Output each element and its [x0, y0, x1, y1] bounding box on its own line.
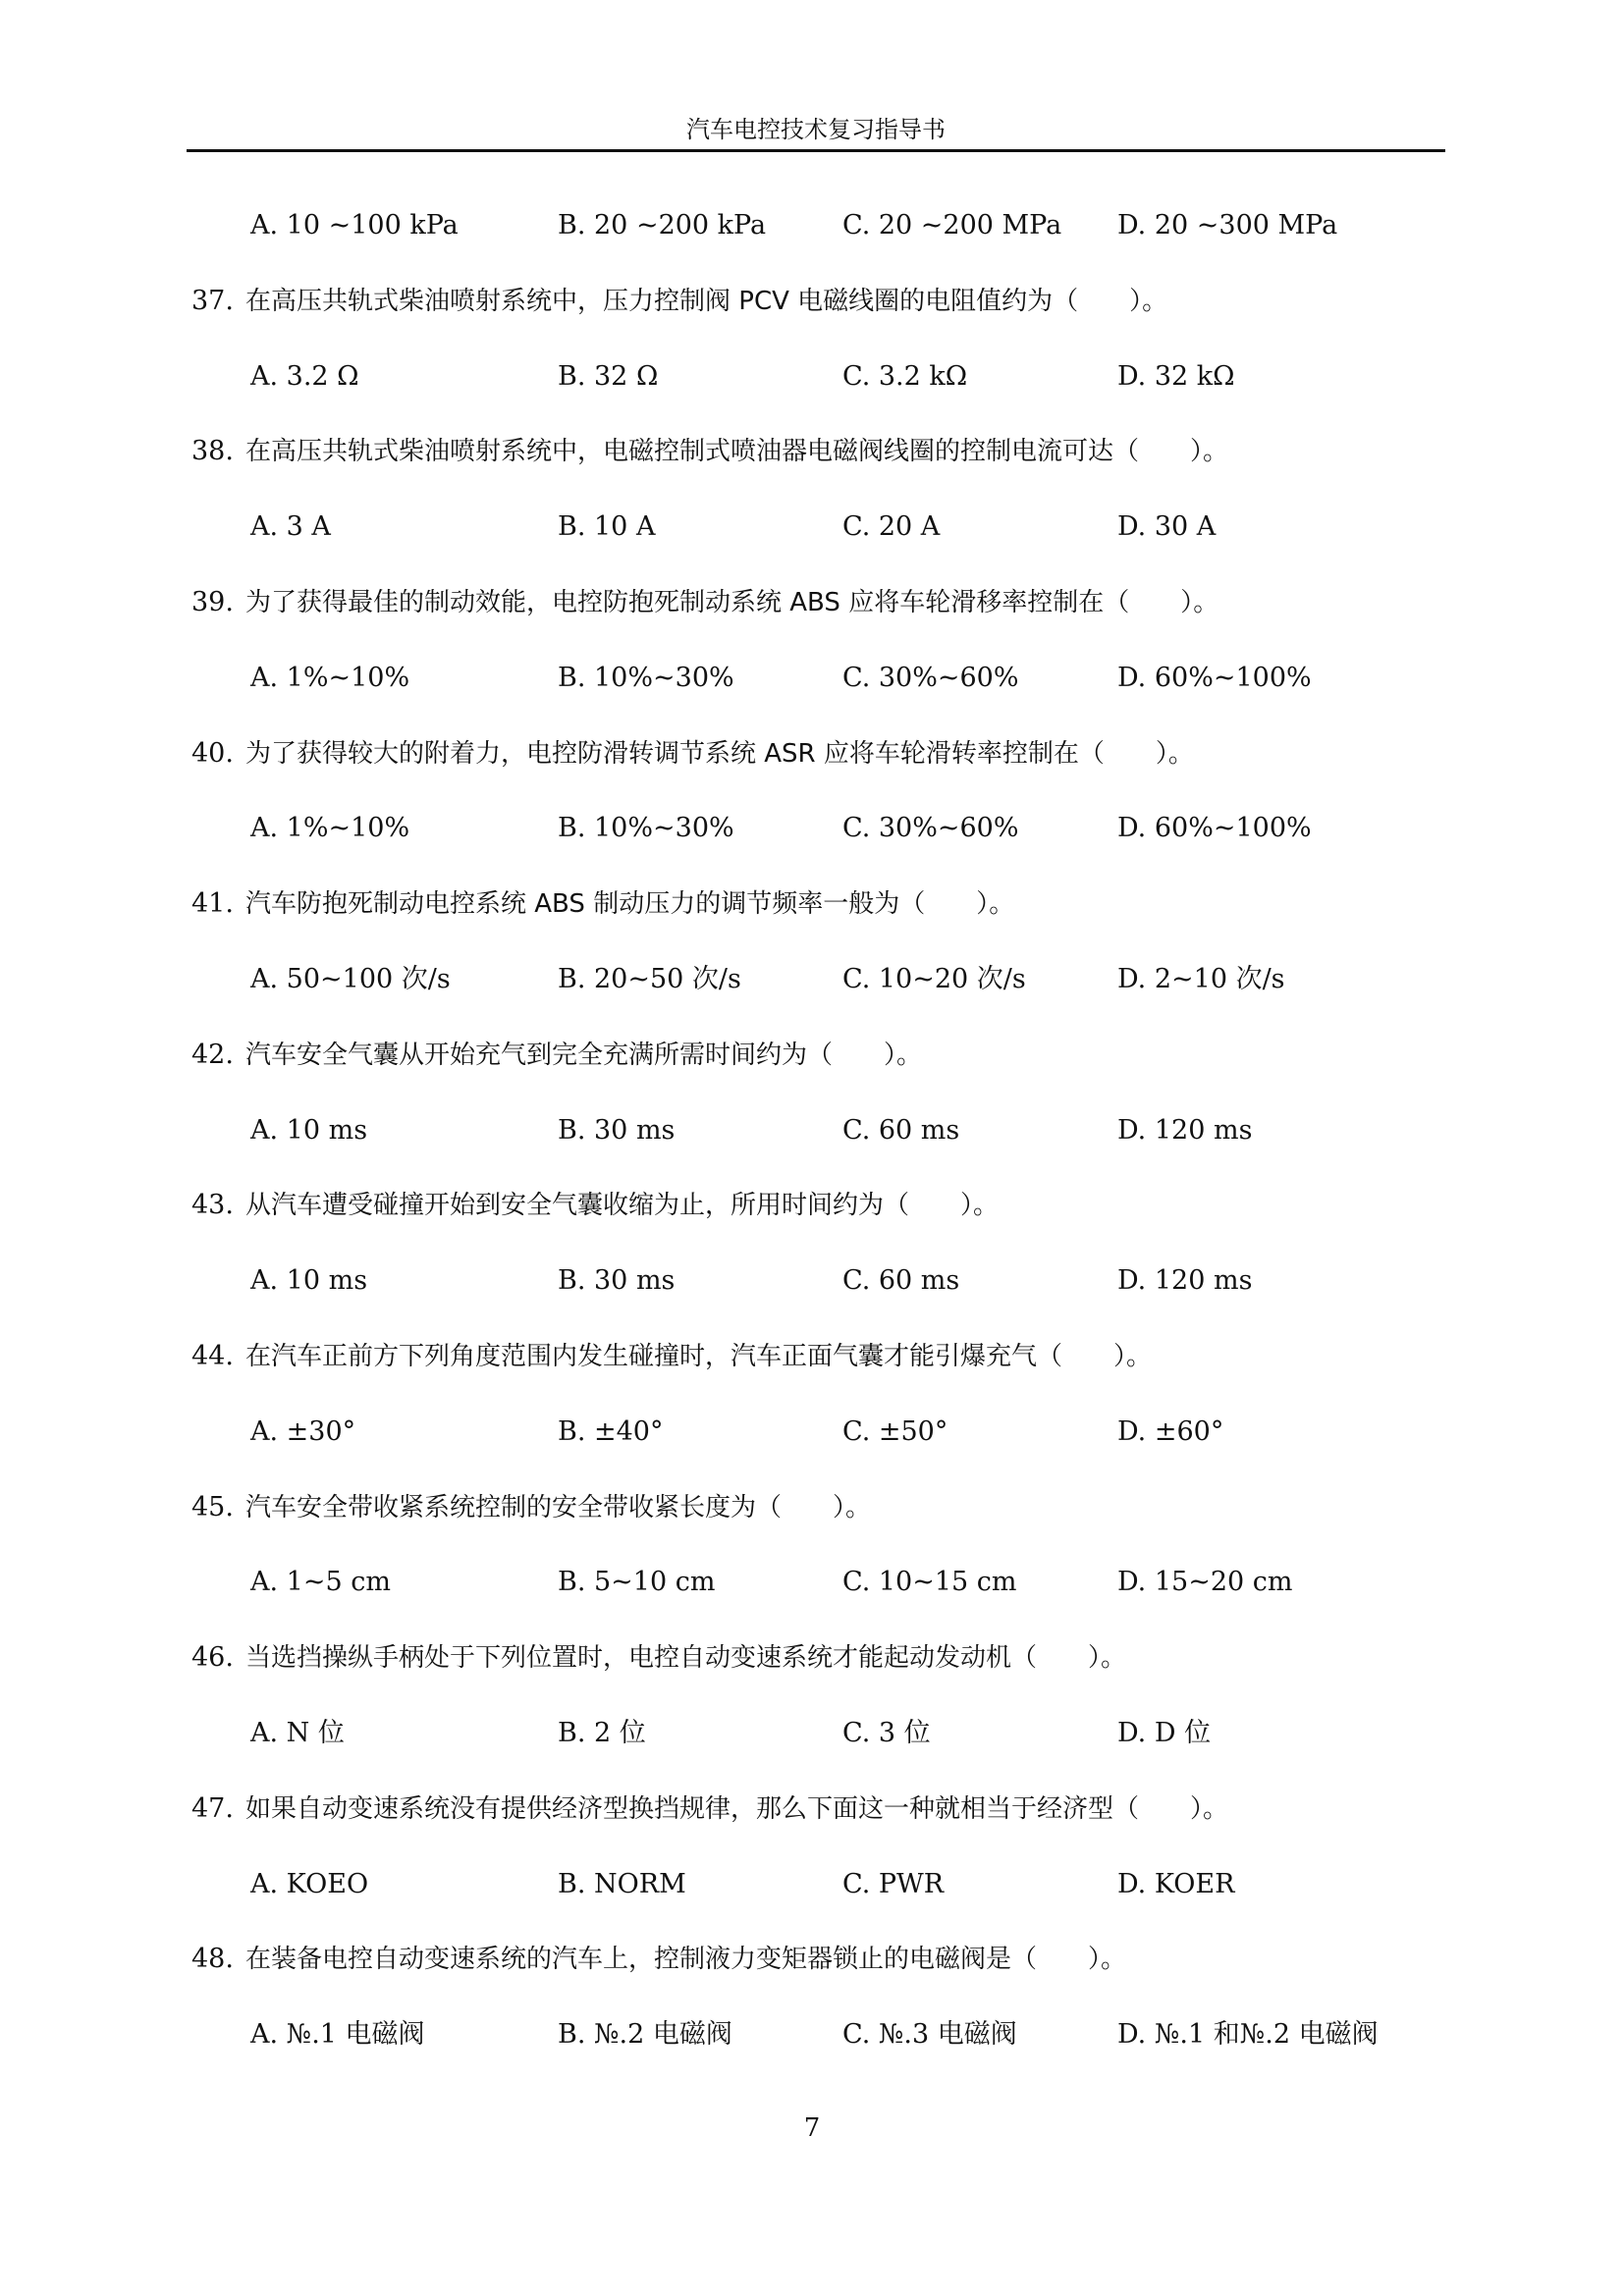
option-c: C. PWR: [842, 1868, 945, 1899]
option-row: [0, 507, 1624, 547]
option-c: C. 30%~60%: [842, 662, 1019, 693]
option-row: [0, 1563, 1624, 1602]
option-row: [0, 1865, 1624, 1904]
option-b: B. 10 A: [558, 511, 656, 543]
option-b: B. 10%~30%: [558, 662, 734, 693]
option-d: D. 15~20 cm: [1117, 1567, 1293, 1598]
question-stem: [0, 282, 1624, 321]
question-text: 汽车防抱死制动电控系统 ABS 制动压力的调节频率一般为（ ）。: [245, 889, 1015, 920]
question-number: 41.: [191, 888, 234, 920]
option-row: [0, 206, 1624, 245]
header-rule: [187, 149, 1445, 152]
option-b: B. 32 Ω: [558, 360, 659, 392]
question-text: 汽车安全气囊从开始充气到完全充满所需时间约为（ ）。: [245, 1040, 923, 1070]
option-d: D. 60%~100%: [1117, 662, 1312, 693]
option-c: C. 20 ~200 MPa: [842, 210, 1062, 240]
question-stem: [0, 1638, 1624, 1678]
question-number: 40.: [191, 737, 234, 769]
question-stem: [0, 1789, 1624, 1829]
option-d: D. D 位: [1117, 1718, 1212, 1748]
option-c: C. 3 位: [842, 1718, 931, 1748]
option-b: B. 5~10 cm: [558, 1567, 716, 1598]
option-c: C. 10~15 cm: [842, 1567, 1017, 1598]
option-b: B. ±40°: [558, 1415, 664, 1447]
option-a: A. 50~100 次/s: [250, 964, 451, 994]
option-d: D. 30 A: [1117, 511, 1217, 543]
question-stem: [0, 1186, 1624, 1225]
option-b: B. 30 ms: [558, 1114, 676, 1146]
question-number: 39.: [191, 587, 234, 617]
question-number: 44.: [191, 1341, 234, 1371]
option-row: [0, 1714, 1624, 1753]
question-number: 42.: [191, 1039, 234, 1070]
option-a: A. 1%~10%: [250, 813, 410, 844]
option-b: B. 10%~30%: [558, 813, 734, 844]
option-a: A. №.1 电磁阀: [250, 2019, 425, 2051]
option-row: [0, 1413, 1624, 1452]
option-c: C. 60 ms: [842, 1265, 960, 1297]
question-number: 37.: [191, 285, 234, 316]
question-text: 从汽车遭受碰撞开始到安全气囊收缩为止，所用时间约为（ ）。: [245, 1191, 1000, 1221]
question-number: 43.: [191, 1190, 234, 1221]
option-b: B. 30 ms: [558, 1265, 676, 1297]
option-a: A. 1~5 cm: [250, 1567, 391, 1598]
option-d: D. 2~10 次/s: [1117, 964, 1285, 994]
option-b: B. NORM: [558, 1868, 686, 1899]
option-c: C. 30%~60%: [842, 813, 1019, 844]
option-a: A. KOEO: [250, 1868, 369, 1899]
question-stem: [0, 884, 1624, 924]
question-number: 38.: [191, 436, 234, 467]
option-a: A. 10 ~100 kPa: [250, 210, 459, 240]
option-c: C. №.3 电磁阀: [842, 2019, 1017, 2051]
question-stem: [0, 583, 1624, 622]
option-c: C. 60 ms: [842, 1114, 960, 1146]
question-text: 如果自动变速系统没有提供经济型换挡规律，那么下面这一种就相当于经济型（ ）。: [245, 1793, 1229, 1824]
option-row: [0, 2015, 1624, 2055]
option-c: C. ±50°: [842, 1415, 948, 1447]
option-row: [0, 357, 1624, 397]
question-stem: [0, 1337, 1624, 1376]
option-c: C. 20 A: [842, 511, 941, 543]
option-row: [0, 1111, 1624, 1150]
question-text: 在汽车正前方下列角度范围内发生碰撞时，汽车正面气囊才能引爆充气（ ）。: [245, 1342, 1153, 1371]
option-d: D. ±60°: [1117, 1415, 1224, 1447]
option-b: B. 20~50 次/s: [558, 964, 741, 994]
page-number: 7: [803, 2113, 821, 2143]
option-a: A. 10 ms: [250, 1265, 368, 1297]
option-d: D. 60%~100%: [1117, 813, 1312, 844]
option-row: [0, 960, 1624, 999]
option-d: D. 20 ~300 MPa: [1117, 210, 1338, 240]
option-a: A. ±30°: [250, 1415, 356, 1447]
option-a: A. 1%~10%: [250, 662, 410, 693]
question-number: 46.: [191, 1642, 234, 1674]
option-a: A. 3.2 Ω: [250, 360, 359, 392]
running-header: 汽车电控技术复习指导书: [686, 116, 946, 143]
option-row: [0, 1261, 1624, 1301]
question-number: 47.: [191, 1792, 234, 1824]
option-d: D. №.1 和№.2 电磁阀: [1117, 2019, 1379, 2051]
question-text: 为了获得最佳的制动效能，电控防抱死制动系统 ABS 应将车轮滑移率控制在（ ）。: [245, 588, 1219, 617]
question-text: 在高压共轨式柴油喷射系统中，电磁控制式喷油器电磁阀线圈的控制电流可达（ ）。: [245, 437, 1229, 467]
option-a: A. 10 ms: [250, 1114, 368, 1146]
question-text: 在装备电控自动变速系统的汽车上，控制液力变矩器锁止的电磁阀是（ ）。: [245, 1945, 1127, 1975]
option-d: D. 32 kΩ: [1117, 360, 1235, 392]
question-number: 48.: [191, 1944, 234, 1975]
option-d: D. 120 ms: [1117, 1114, 1253, 1146]
option-a: A. N 位: [250, 1718, 345, 1748]
question-stem: [0, 1488, 1624, 1527]
question-text: 为了获得较大的附着力，电控防滑转调节系统 ASR 应将车轮滑转率控制在（ ）。: [245, 738, 1194, 769]
question-stem: [0, 432, 1624, 471]
option-b: B. №.2 电磁阀: [558, 2019, 732, 2051]
question-text: 当选挡操纵手柄处于下列位置时，电控自动变速系统才能起动发动机（ ）。: [245, 1643, 1127, 1674]
question-number: 45.: [191, 1491, 234, 1522]
question-text: 汽车安全带收紧系统控制的安全带收紧长度为（ ）。: [245, 1492, 872, 1522]
option-d: D. 120 ms: [1117, 1265, 1253, 1297]
question-stem: [0, 1036, 1624, 1075]
option-b: B. 20 ~200 kPa: [558, 210, 767, 240]
question-stem: [0, 734, 1624, 774]
option-c: C. 3.2 kΩ: [842, 360, 968, 392]
option-d: D. KOER: [1117, 1868, 1235, 1899]
option-a: A. 3 A: [250, 511, 331, 543]
option-row: [0, 659, 1624, 698]
option-c: C. 10~20 次/s: [842, 964, 1026, 994]
option-b: B. 2 位: [558, 1718, 646, 1748]
option-row: [0, 809, 1624, 848]
question-text: 在高压共轨式柴油喷射系统中，压力控制阀 PCV 电磁线圈的电阻值约为（ ）。: [245, 286, 1168, 316]
question-stem: [0, 1940, 1624, 1979]
